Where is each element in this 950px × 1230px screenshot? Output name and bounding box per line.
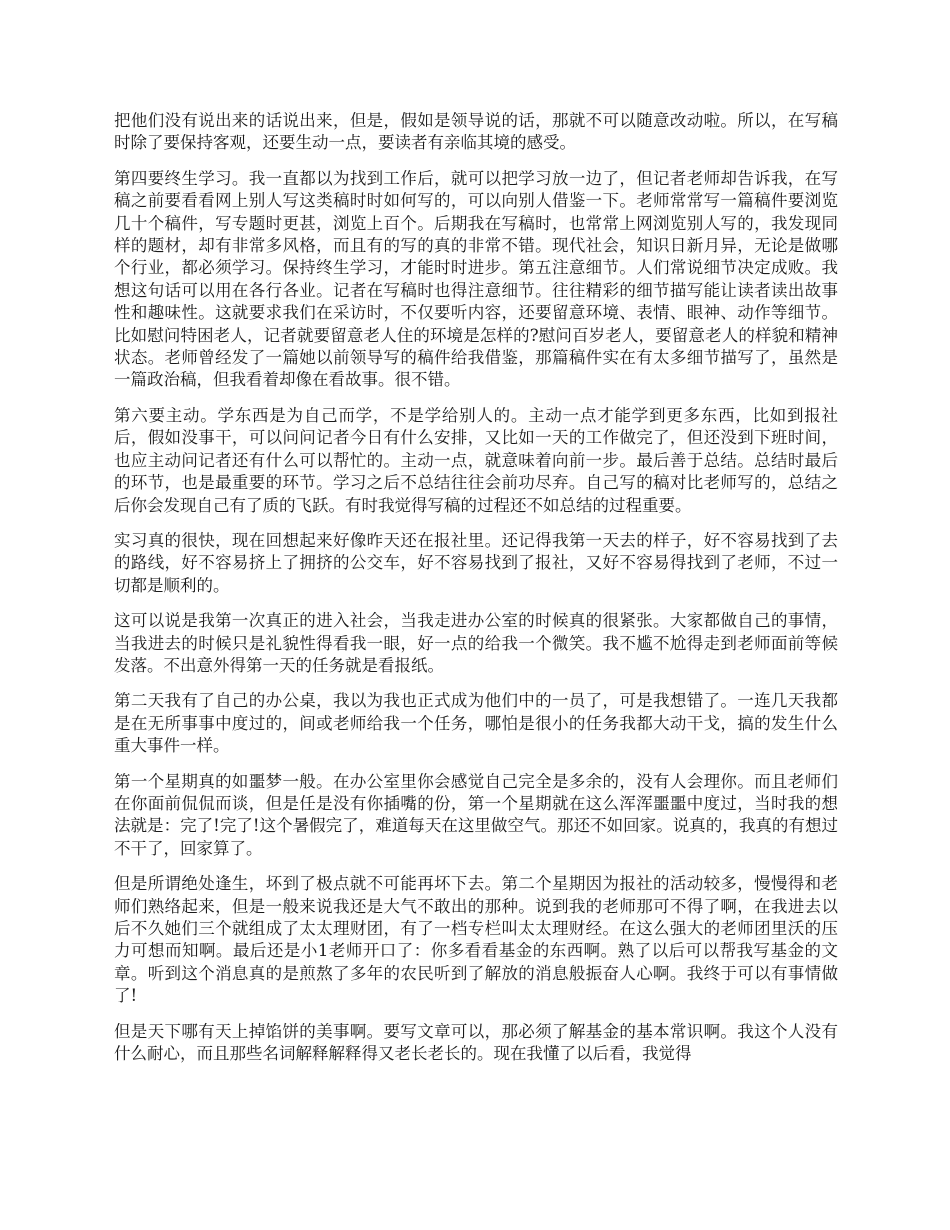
- paragraph-2: 第四要终生学习。我一直都以为找到工作后，就可以把学习放一边了，但记者老师却告诉我，在写稿之前要看看网上别人写这类稿时时如何写的，可以向别人借鉴一下。老师常常写一篇稿件要浏览几十个稿件，写专题时更甚，浏览上百个。后期我在写稿时，也常常上网浏览别人写的，我发现同样的题材，却有非常多风格，而且有的写的真的非常不错。现代社会，知识日新月异，无论是做哪个行业，都必须学习。保持终生学习，才能时时进步。第五注意细节。人们常说细节决定成败。我想这句话可以用在各行各业。记者在写稿时也得注意细节。往往精彩的细节描写能让读者读出故事性和趣味性。这就要求我们在采访时，不仅要听内容，还要留意环境、表情、眼神、动作等细节。比如慰问特困老人，记者就要留意老人住的环境是怎样的?慰问百岁老人，要留意老人的样貌和精神状态。老师曾经发了一篇她以前领导写的稿件给我借鉴，那篇稿件实在有太多细节描写了，虽然是一篇政治稿，但我看着却像在看故事。很不错。: [114, 168, 838, 390]
- paragraph-9: 但是天下哪有天上掉馅饼的美事啊。要写文章可以，那必须了解基金的基本常识啊。我这个人没有什么耐心，而且那些名词解释解释得又老长老长的。现在我懂了以后看，我觉得: [114, 1021, 838, 1064]
- paragraph-7: 第一个星期真的如噩梦一般。在办公室里你会感觉自己完全是多余的，没有人会理你。而且老师们在你面前侃侃而谈，但是任是没有你插嘴的份，第一个星期就在这么浑浑噩噩中度过，当时我的想法就是：完了!完了!这个暑假完了，难道每天在这里做空气。那还不如回家。说真的，我真的有想过不干了，回家算了。: [114, 771, 838, 858]
- paragraph-1: 把他们没有说出来的话说出来，但是，假如是领导说的话，那就不可以随意改动啦。所以，在写稿时除了要保持客观，还要生动一点，要读者有亲临其境的感受。: [114, 111, 838, 153]
- paragraph-4: 实习真的很快，现在回想起来好像昨天还在报社里。还记得我第一天去的样子，好不容易找到了去的路线，好不容易挤上了拥挤的公交车，好不容易找到了报社，又好不容易得找到了老师，不过一切都是顺利的。: [114, 530, 838, 595]
- paragraph-6: 第二天我有了自己的办公桌，我以为我也正式成为他们中的一员了，可是我想错了。一连几天我都是在无所事事中度过的，间或老师给我一个任务，哪怕是很小的任务我都大动干戈，搞的发生什么重大事件一样。: [114, 691, 838, 756]
- paragraph-8: 但是所谓绝处逢生，坏到了极点就不可能再坏下去。第二个星期因为报社的活动较多，慢慢得和老师们熟络起来，但是一般来说我还是大气不敢出的那种。说到我的老师那可不得了啊，在我进去以后不久她们三个就组成了太太理财团，有了一档专栏叫太太理财经。在这么强大的老师团里沃的压力可想而知啊。最后还是小1老师开口了：你多看看基金的东西啊。熟了以后可以帮我写基金的文章。听到这个消息真的是煎熬了多年的农民听到了解放的消息般振奋人心啊。我终于可以有事情做了!: [114, 874, 838, 1006]
- paragraph-5: 这可以说是我第一次真正的进入社会，当我走进办公室的时候真的很紧张。大家都做自己的事情，当我进去的时候只是礼貌性得看我一眼，好一点的给我一个微笑。我不尴不尬得走到老师面前等候发落。不出意外得第一天的任务就是看报纸。: [114, 611, 838, 675]
- paragraph-3: 第六要主动。学东西是为自己而学，不是学给别人的。主动一点才能学到更多东西，比如到报社后，假如没事干，可以问问记者今日有什么安排，又比如一天的工作做完了，但还没到下班时间，也应主动问记者还有什么可以帮忙的。主动一点，就意味着向前一步。最后善于总结。总结时最后的环节，也是最重要的环节。学习之后不总结往往会前功尽弃。自己写的稿对比老师写的，总结之后你会发现自己有了质的飞跃。有时我觉得写稿的过程还不如总结的过程重要。: [114, 405, 838, 515]
- document-page: [114, 110, 838, 1078]
